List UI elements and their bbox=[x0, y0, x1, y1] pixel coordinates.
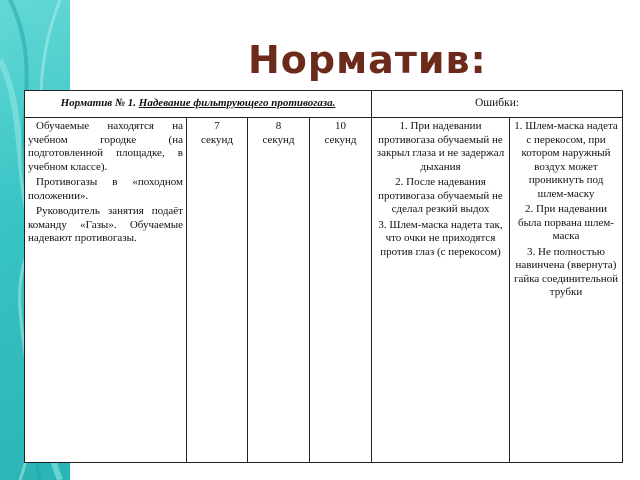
time-value: 7 bbox=[214, 120, 220, 132]
errors-left-cell bbox=[372, 118, 510, 463]
errors-label: Ошибки: bbox=[474, 97, 520, 109]
error-item: 2. При надевании была порвана шлем-маска bbox=[518, 203, 614, 242]
error-item: 1. При надевании противогаза обучаемый не закрыл глаза и не задержал дыхания bbox=[376, 120, 505, 173]
norm-header-cell bbox=[25, 91, 372, 118]
time-unit: секунд bbox=[200, 133, 234, 146]
error-item: 1. Шлем-маска надета с перекосом, при котором наружный воздух может проникнуть под шлем-маску bbox=[514, 120, 618, 200]
page-title: Норматив: bbox=[248, 38, 487, 82]
time-value: 8 bbox=[275, 120, 282, 132]
time-unit: секунд bbox=[262, 133, 295, 146]
norm-name: Надевание фильтрующего противогаза. bbox=[138, 97, 336, 109]
norm-table bbox=[24, 90, 623, 463]
time-cell-good bbox=[248, 118, 310, 463]
description-cell bbox=[25, 118, 187, 463]
table-header-row bbox=[25, 91, 623, 118]
description-line: Руководитель занятия подаёт команду «Газы». Обучаемые надевают противогазы. bbox=[28, 205, 183, 244]
errors-right-cell bbox=[510, 118, 623, 463]
errors-header-cell bbox=[372, 91, 623, 118]
error-item: 3. Шлем-маска надета так, что очки не приходятся против глаз (с перекосом) bbox=[378, 218, 503, 258]
time-cell-excellent bbox=[187, 118, 248, 463]
error-item: 3. Не полностью навинчена (ввернута) гайка соединительной трубки bbox=[513, 245, 619, 298]
description-line: Противогазы в «походном положении». bbox=[28, 176, 183, 202]
norm-number: Норматив № 1. bbox=[60, 97, 137, 109]
error-item: 2. После надевания противогаза обучаемый не сделал резкий выдох bbox=[378, 176, 503, 215]
time-unit: секунд bbox=[324, 133, 357, 146]
time-value: 10 bbox=[335, 120, 346, 132]
description-line: Обучаемые находятся на учебном городке (на подготовленной площадке, в учебном классе). bbox=[28, 120, 183, 173]
time-cell-satisfactory bbox=[310, 118, 372, 463]
